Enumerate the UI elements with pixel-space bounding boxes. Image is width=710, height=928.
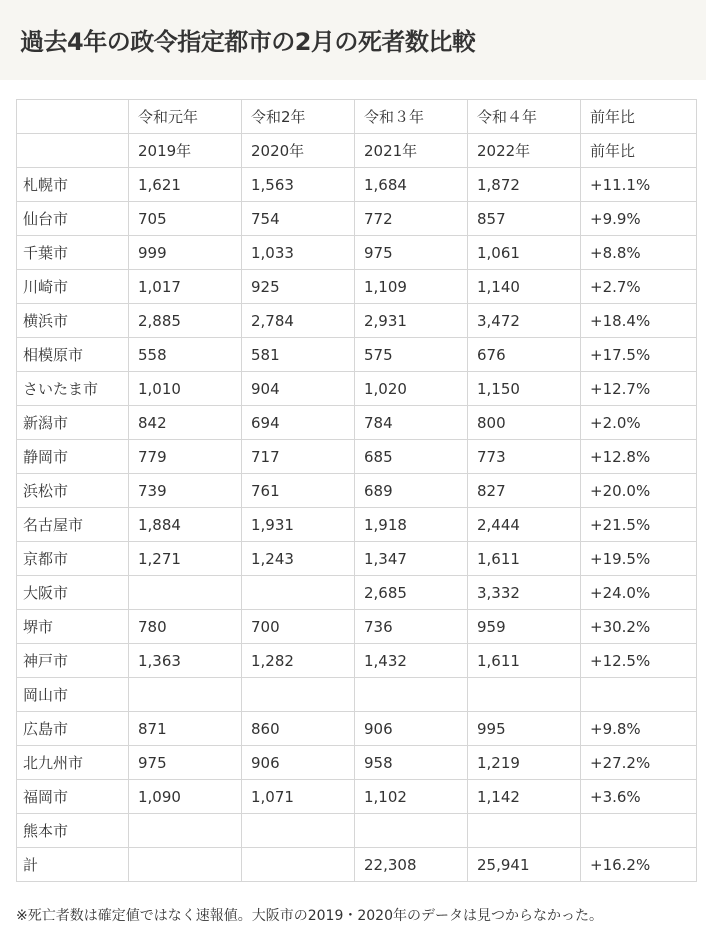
cell-reiwa-4-2022: 1,872	[468, 168, 581, 202]
cell-yoy-ratio: +24.0%	[581, 576, 697, 610]
table-row	[17, 644, 697, 678]
cell-reiwa-4-2022: 25,941	[468, 848, 581, 882]
cell-yoy-ratio: +8.8%	[581, 236, 697, 270]
header-row-era	[17, 100, 697, 134]
cell-city: 新潟市	[17, 406, 129, 440]
cell-reiwa-2-2020	[242, 848, 355, 882]
cell-yoy-ratio: +11.1%	[581, 168, 697, 202]
cell-reiwa-gannen-2019: 780	[129, 610, 242, 644]
cell-city: 名古屋市	[17, 508, 129, 542]
cell-yoy-ratio: +16.2%	[581, 848, 697, 882]
cell-reiwa-3-2021: 685	[355, 440, 468, 474]
cell-reiwa-gannen-2019: 842	[129, 406, 242, 440]
cell-reiwa-4-2022: 1,611	[468, 644, 581, 678]
cell-yoy-ratio: +2.7%	[581, 270, 697, 304]
cell-reiwa-gannen-2019: 975	[129, 746, 242, 780]
header-cell-reiwa-gannen-2019: 2019年	[129, 134, 242, 168]
cell-reiwa-4-2022: 857	[468, 202, 581, 236]
cell-city: さいたま市	[17, 372, 129, 406]
cell-city: 福岡市	[17, 780, 129, 814]
cell-reiwa-3-2021: 22,308	[355, 848, 468, 882]
cell-city: 計	[17, 848, 129, 882]
table-row	[17, 236, 697, 270]
cell-reiwa-3-2021	[355, 678, 468, 712]
cell-reiwa-2-2020: 860	[242, 712, 355, 746]
cell-reiwa-4-2022: 800	[468, 406, 581, 440]
cell-yoy-ratio: +18.4%	[581, 304, 697, 338]
cell-reiwa-2-2020: 700	[242, 610, 355, 644]
table-row	[17, 780, 697, 814]
cell-reiwa-3-2021: 1,684	[355, 168, 468, 202]
footnote: ※死亡者数は確定値ではなく速報値。大阪市の2019・2020年のデータは見つからなかった。	[16, 908, 603, 924]
header-cell-reiwa-4-2022: 2022年	[468, 134, 581, 168]
cell-city: 浜松市	[17, 474, 129, 508]
cell-city: 静岡市	[17, 440, 129, 474]
cell-reiwa-2-2020: 754	[242, 202, 355, 236]
header-cell-yoy-ratio: 前年比	[581, 100, 697, 134]
cell-reiwa-3-2021: 772	[355, 202, 468, 236]
table-row	[17, 406, 697, 440]
cell-reiwa-4-2022: 676	[468, 338, 581, 372]
cell-city: 神戸市	[17, 644, 129, 678]
cell-reiwa-2-2020: 1,243	[242, 542, 355, 576]
cell-yoy-ratio: +19.5%	[581, 542, 697, 576]
cell-city: 札幌市	[17, 168, 129, 202]
header-cell-reiwa-4-2022: 令和４年	[468, 100, 581, 134]
cell-reiwa-gannen-2019: 2,885	[129, 304, 242, 338]
cell-reiwa-2-2020	[242, 678, 355, 712]
cell-reiwa-4-2022: 959	[468, 610, 581, 644]
cell-reiwa-4-2022: 1,219	[468, 746, 581, 780]
cell-reiwa-2-2020: 1,033	[242, 236, 355, 270]
cell-reiwa-gannen-2019: 1,363	[129, 644, 242, 678]
cell-reiwa-gannen-2019: 1,271	[129, 542, 242, 576]
cell-reiwa-4-2022: 3,472	[468, 304, 581, 338]
cell-city: 大阪市	[17, 576, 129, 610]
table-row	[17, 746, 697, 780]
cell-reiwa-2-2020: 1,282	[242, 644, 355, 678]
cell-reiwa-3-2021: 958	[355, 746, 468, 780]
cell-reiwa-gannen-2019: 558	[129, 338, 242, 372]
cell-reiwa-3-2021: 1,020	[355, 372, 468, 406]
cell-reiwa-2-2020: 925	[242, 270, 355, 304]
cell-reiwa-3-2021: 784	[355, 406, 468, 440]
cell-reiwa-gannen-2019: 1,884	[129, 508, 242, 542]
header-cell-city	[17, 100, 129, 134]
cell-reiwa-3-2021: 1,347	[355, 542, 468, 576]
cell-city: 仙台市	[17, 202, 129, 236]
header-cell-reiwa-3-2021: 令和３年	[355, 100, 468, 134]
cell-reiwa-4-2022: 2,444	[468, 508, 581, 542]
cell-reiwa-2-2020: 1,563	[242, 168, 355, 202]
cell-reiwa-2-2020	[242, 576, 355, 610]
cell-yoy-ratio: +9.9%	[581, 202, 697, 236]
table-row	[17, 168, 697, 202]
cell-city: 北九州市	[17, 746, 129, 780]
header-cell-reiwa-3-2021: 2021年	[355, 134, 468, 168]
cell-reiwa-4-2022: 3,332	[468, 576, 581, 610]
cell-yoy-ratio: +30.2%	[581, 610, 697, 644]
cell-reiwa-gannen-2019: 779	[129, 440, 242, 474]
cell-reiwa-4-2022: 1,611	[468, 542, 581, 576]
table-row	[17, 440, 697, 474]
page-title: 過去4年の政令指定都市の2月の死者数比較	[20, 28, 476, 56]
cell-reiwa-2-2020: 717	[242, 440, 355, 474]
table-row	[17, 814, 697, 848]
cell-yoy-ratio: +12.7%	[581, 372, 697, 406]
cell-city: 広島市	[17, 712, 129, 746]
header-cell-reiwa-gannen-2019: 令和元年	[129, 100, 242, 134]
table-row	[17, 576, 697, 610]
title-bar	[0, 0, 706, 80]
cell-yoy-ratio	[581, 814, 697, 848]
header-cell-city	[17, 134, 129, 168]
cell-city: 川崎市	[17, 270, 129, 304]
cell-reiwa-2-2020	[242, 814, 355, 848]
table-row	[17, 474, 697, 508]
table-body	[17, 100, 697, 882]
cell-reiwa-gannen-2019: 1,621	[129, 168, 242, 202]
cell-city: 相模原市	[17, 338, 129, 372]
cell-reiwa-gannen-2019: 1,017	[129, 270, 242, 304]
cell-yoy-ratio: +2.0%	[581, 406, 697, 440]
cell-yoy-ratio: +21.5%	[581, 508, 697, 542]
cell-reiwa-2-2020: 1,931	[242, 508, 355, 542]
table-row	[17, 338, 697, 372]
cell-reiwa-gannen-2019	[129, 814, 242, 848]
table-row	[17, 202, 697, 236]
header-cell-reiwa-2-2020: 2020年	[242, 134, 355, 168]
table-row	[17, 678, 697, 712]
cell-reiwa-4-2022: 1,150	[468, 372, 581, 406]
cell-reiwa-4-2022: 1,140	[468, 270, 581, 304]
cell-reiwa-gannen-2019: 871	[129, 712, 242, 746]
cell-yoy-ratio: +20.0%	[581, 474, 697, 508]
cell-reiwa-4-2022: 773	[468, 440, 581, 474]
header-row-year	[17, 134, 697, 168]
header-cell-yoy-ratio: 前年比	[581, 134, 697, 168]
header-cell-reiwa-2-2020: 令和2年	[242, 100, 355, 134]
cell-yoy-ratio	[581, 678, 697, 712]
cell-reiwa-3-2021: 736	[355, 610, 468, 644]
cell-yoy-ratio: +9.8%	[581, 712, 697, 746]
cell-city: 千葉市	[17, 236, 129, 270]
cell-reiwa-4-2022: 1,061	[468, 236, 581, 270]
cell-reiwa-4-2022: 1,142	[468, 780, 581, 814]
cell-reiwa-3-2021: 1,109	[355, 270, 468, 304]
cell-reiwa-gannen-2019: 739	[129, 474, 242, 508]
cell-reiwa-3-2021: 975	[355, 236, 468, 270]
cell-reiwa-3-2021: 2,931	[355, 304, 468, 338]
cell-reiwa-3-2021: 906	[355, 712, 468, 746]
cell-yoy-ratio: +27.2%	[581, 746, 697, 780]
mortality-table	[16, 99, 697, 882]
cell-reiwa-gannen-2019: 705	[129, 202, 242, 236]
cell-reiwa-2-2020: 906	[242, 746, 355, 780]
table-row	[17, 270, 697, 304]
table-row	[17, 508, 697, 542]
cell-reiwa-3-2021: 1,432	[355, 644, 468, 678]
cell-reiwa-3-2021: 1,102	[355, 780, 468, 814]
table-row	[17, 542, 697, 576]
cell-reiwa-3-2021	[355, 814, 468, 848]
table-row	[17, 304, 697, 338]
cell-yoy-ratio: +12.5%	[581, 644, 697, 678]
cell-reiwa-3-2021: 2,685	[355, 576, 468, 610]
cell-reiwa-gannen-2019: 999	[129, 236, 242, 270]
cell-reiwa-gannen-2019: 1,090	[129, 780, 242, 814]
table-row	[17, 372, 697, 406]
cell-reiwa-3-2021: 1,918	[355, 508, 468, 542]
cell-city: 熊本市	[17, 814, 129, 848]
cell-reiwa-3-2021: 689	[355, 474, 468, 508]
total-row	[17, 848, 697, 882]
cell-reiwa-gannen-2019	[129, 678, 242, 712]
cell-reiwa-gannen-2019	[129, 576, 242, 610]
cell-reiwa-4-2022	[468, 814, 581, 848]
cell-reiwa-3-2021: 575	[355, 338, 468, 372]
cell-reiwa-gannen-2019: 1,010	[129, 372, 242, 406]
cell-reiwa-4-2022	[468, 678, 581, 712]
cell-city: 横浜市	[17, 304, 129, 338]
cell-reiwa-2-2020: 581	[242, 338, 355, 372]
table-row	[17, 712, 697, 746]
cell-reiwa-2-2020: 694	[242, 406, 355, 440]
cell-yoy-ratio: +12.8%	[581, 440, 697, 474]
cell-reiwa-4-2022: 827	[468, 474, 581, 508]
cell-reiwa-2-2020: 1,071	[242, 780, 355, 814]
cell-reiwa-2-2020: 761	[242, 474, 355, 508]
cell-city: 京都市	[17, 542, 129, 576]
table-row	[17, 610, 697, 644]
cell-yoy-ratio: +17.5%	[581, 338, 697, 372]
cell-reiwa-2-2020: 904	[242, 372, 355, 406]
cell-yoy-ratio: +3.6%	[581, 780, 697, 814]
cell-reiwa-2-2020: 2,784	[242, 304, 355, 338]
cell-reiwa-4-2022: 995	[468, 712, 581, 746]
cell-city: 堺市	[17, 610, 129, 644]
cell-reiwa-gannen-2019	[129, 848, 242, 882]
cell-city: 岡山市	[17, 678, 129, 712]
